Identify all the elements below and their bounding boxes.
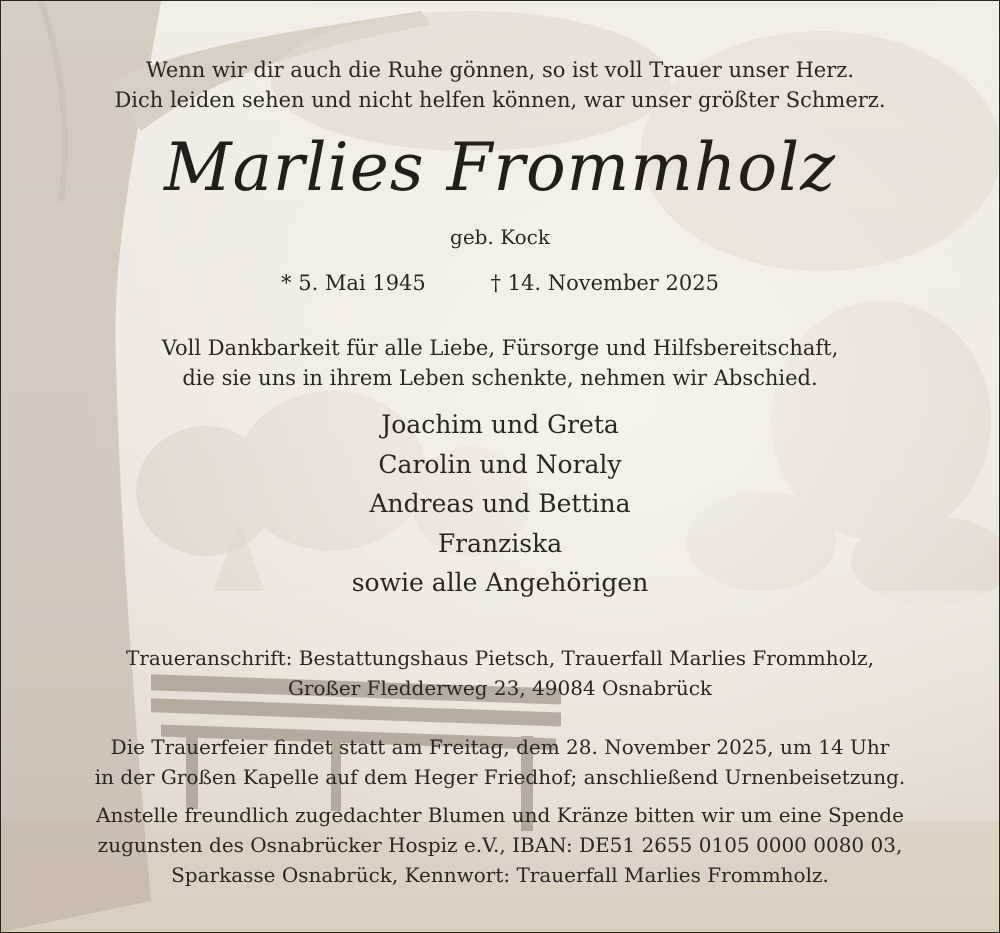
mourner-entry: Carolin und Noraly [378, 449, 622, 479]
birth-name: geb. Kock [450, 225, 550, 249]
address-line: Traueranschrift: Bestattungshaus Pietsch, Trauerfall Marlies Frommholz, [126, 646, 874, 670]
mourner-entry: Franziska [437, 528, 563, 558]
thanks-line: die sie uns in ihrem Leben schenkte, nehmen wir Abschied. [182, 366, 818, 390]
verse-line: Wenn wir dir auch die Ruhe gönnen, so ist voll Trauer unser Herz. [145, 58, 854, 82]
mourners-list [1, 405, 999, 603]
death-date: † 14. November 2025 [490, 271, 719, 295]
donation-line: zugunsten des Osnabrücker Hospiz e.V., IBAN: DE51 2655 0105 0000 0080 03, [97, 833, 903, 857]
thanks-line: Voll Dankbarkeit für alle Liebe, Fürsorge und Hilfsbereitschaft, [161, 336, 839, 360]
obituary-text [1, 1, 999, 932]
thanks-text [1, 333, 999, 393]
mourner-entry: Andreas und Bettina [369, 489, 631, 518]
ceremony-line: in der Großen Kapelle auf dem Heger Friedhof; anschließend Urnenbeisetzung. [94, 765, 906, 789]
mourner-entry: sowie alle Angehörigen [351, 568, 649, 597]
funeral-details [1, 732, 999, 792]
donation-line: Sparkasse Osnabrück, Kennwort: Trauerfall Marlies Frommholz. [171, 863, 829, 887]
verse-line: Dich leiden sehen und nicht helfen können, war unser größter Schmerz. [114, 88, 886, 112]
donation-line: Anstelle freundlich zugedachter Blumen und Kränze bitten wir um eine Spende [96, 803, 904, 827]
birth-date: * 5. Mai 1945 [281, 271, 426, 295]
deceased-name: Marlies Frommholz [164, 129, 836, 206]
condolence-address [1, 643, 999, 703]
life-dates [1, 271, 999, 295]
address-line: Großer Fledderweg 23, 49084 Osnabrück [287, 676, 713, 700]
mourner-entry: Joachim und Greta [381, 410, 619, 439]
ceremony-line: Die Trauerfeier findet statt am Freitag, dem 28. November 2025, um 14 Uhr [110, 735, 890, 759]
memorial-verse [1, 55, 999, 115]
donation-request [1, 800, 999, 890]
